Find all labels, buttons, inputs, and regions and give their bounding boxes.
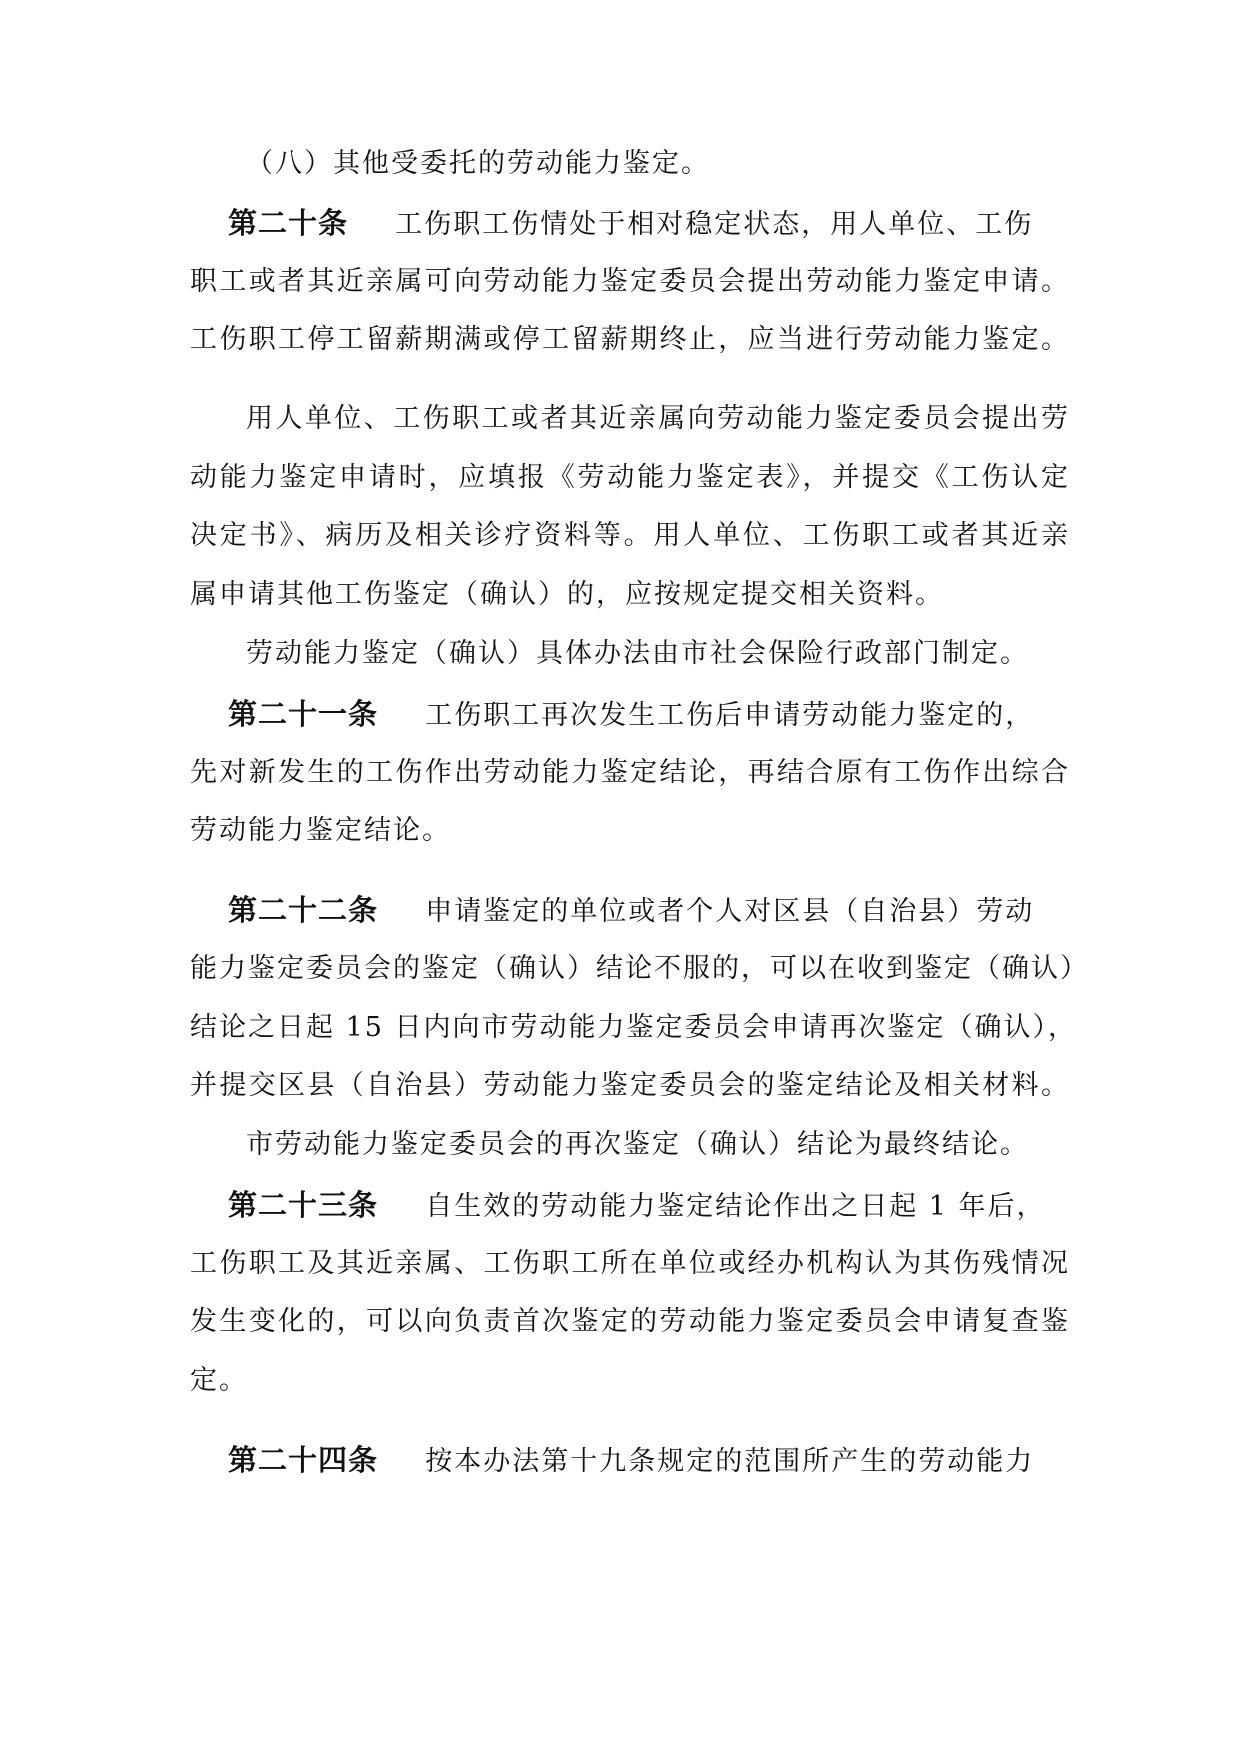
text-line: 决定书》、病历及相关诊疗资料等。用人单位、工伤职工或者其近亲 bbox=[190, 520, 1070, 551]
article-heading: 第二十三条 bbox=[228, 1188, 379, 1222]
article-23 bbox=[228, 1185, 1070, 1225]
article-heading: 第二十条 bbox=[228, 206, 349, 240]
text-line: 工伤职工伤情处于相对稳定状态，用人单位、工伤 bbox=[395, 209, 1034, 240]
article-24 bbox=[228, 1440, 1070, 1480]
text-line: 能力鉴定委员会的鉴定（确认）结论不服的，可以在收到鉴定（确认） bbox=[190, 953, 1089, 984]
article-heading: 第二十四条 bbox=[228, 1443, 379, 1477]
text-line: 并提交区县（自治县）劳动能力鉴定委员会的鉴定结论及相关材料。 bbox=[190, 1070, 1070, 1101]
text-line: （八）其他受委托的劳动能力鉴定。 bbox=[246, 148, 710, 179]
text-line: 申请鉴定的单位或者个人对区县（自治县）劳动 bbox=[425, 896, 1035, 927]
text-line: 动能力鉴定申请时，应填报《劳动能力鉴定表》，并提交《工伤认定 bbox=[190, 462, 1070, 493]
text-line: 发生变化的，可以向负责首次鉴定的劳动能力鉴定委员会申请复查鉴 bbox=[190, 1306, 1070, 1337]
text-line: 工伤职工再次发生工伤后申请劳动能力鉴定的， bbox=[425, 700, 1035, 731]
text-line: 先对新发生的工伤作出劳动能力鉴定结论，再结合原有工伤作出综合 bbox=[190, 757, 1070, 788]
article-21 bbox=[228, 694, 1070, 734]
text-line: 劳动能力鉴定结论。 bbox=[190, 815, 451, 846]
text-line: 工伤职工及其近亲属、工伤职工所在单位或经办机构认为其伤残情况 bbox=[190, 1248, 1070, 1279]
text-line: 职工或者其近亲属可向劳动能力鉴定委员会提出劳动能力鉴定申请。 bbox=[190, 266, 1070, 297]
text-line: 市劳动能力鉴定委员会的再次鉴定（确认）结论为最终结论。 bbox=[246, 1129, 1029, 1160]
text-line: 结论之日起 15 日内向市劳动能力鉴定委员会申请再次鉴定（确认）， bbox=[190, 1012, 1078, 1043]
text-line: 劳动能力鉴定（确认）具体办法由市社会保险行政部门制定。 bbox=[246, 638, 1029, 669]
article-heading: 第二十二条 bbox=[228, 893, 379, 927]
text-line: 按本办法第十九条规定的范围所产生的劳动能力 bbox=[425, 1446, 1035, 1477]
text-line: 定。 bbox=[190, 1365, 248, 1396]
article-heading: 第二十一条 bbox=[228, 697, 379, 731]
text-line: 用人单位、工伤职工或者其近亲属向劳动能力鉴定委员会提出劳 bbox=[246, 403, 1070, 434]
article-20 bbox=[228, 203, 1070, 243]
text-line: 属申请其他工伤鉴定（确认）的，应按规定提交相关资料。 bbox=[190, 579, 944, 610]
text-line: 自生效的劳动能力鉴定结论作出之日起 1 年后， bbox=[425, 1191, 1046, 1222]
text-line: 工伤职工停工留薪期满或停工留薪期终止，应当进行劳动能力鉴定。 bbox=[190, 324, 1070, 355]
article-22 bbox=[228, 890, 1070, 930]
